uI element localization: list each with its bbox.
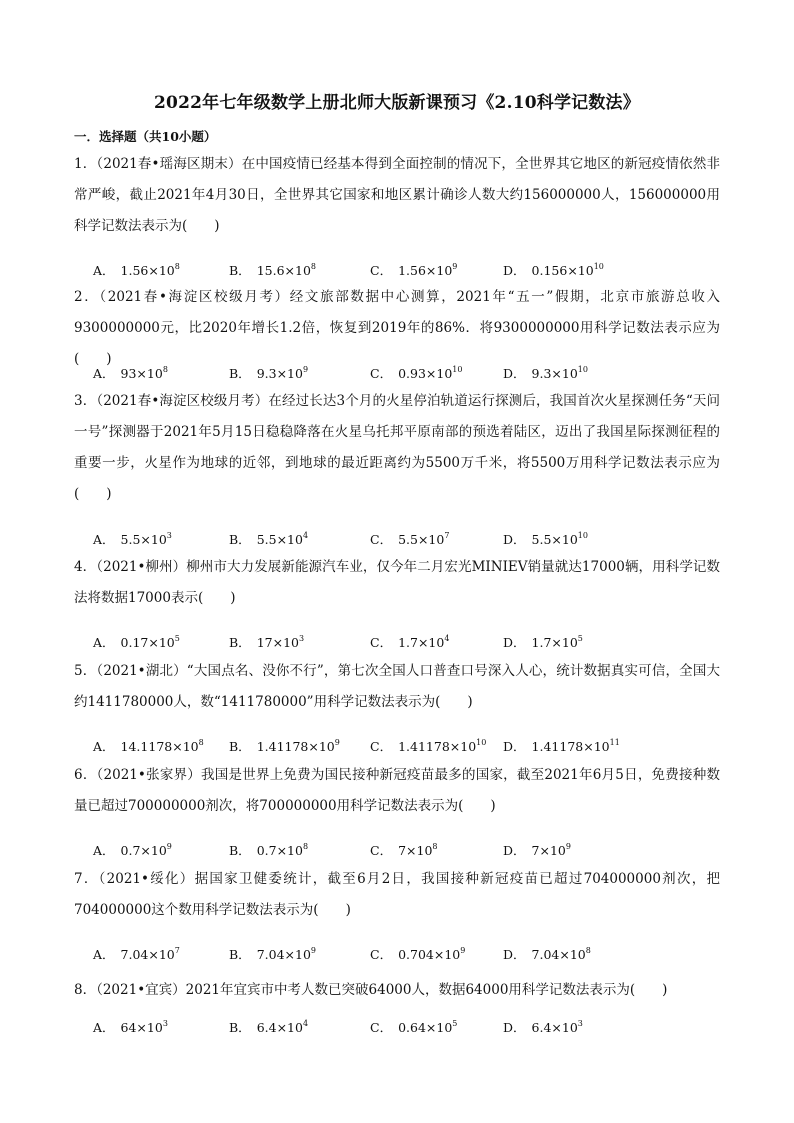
option-b: B． $17\times 10^3$ (229, 634, 305, 650)
question-2 (74, 282, 720, 375)
question-3-options (93, 530, 733, 550)
option-c: C． $1.41178\times 10^{10}$ (370, 738, 487, 754)
option-a: A． $7.04\times 10^7$ (93, 946, 180, 962)
option-d: D． $7\times 10^9$ (503, 842, 571, 858)
option-c: C． $0.704\times 10^9$ (370, 946, 466, 962)
option-d: D． $5.5\times 10^{10}$ (503, 531, 588, 547)
option-a: A． $5.5\times 10^3$ (93, 531, 172, 547)
question-1-options (93, 261, 733, 281)
option-d: D． $6.4\times 10^3$ (503, 1019, 583, 1035)
option-d: D． $0.156\times 10^{10}$ (503, 262, 604, 278)
option-d: D． $1.7\times 10^5$ (503, 634, 583, 650)
question-4-options (93, 633, 733, 653)
question-1 (74, 149, 720, 242)
option-b: B． $7.04\times 10^9$ (229, 946, 316, 962)
question-text: 6．（2021•张家界）我国是世界上免费为国民接种新冠疫苗最多的国家，截至2021年6月5日，免费接种数量已超过700000000剂次，将700000000用科学记数法表示为( ) (74, 767, 720, 814)
question-8-options (93, 1018, 733, 1038)
option-a: A． $0.17\times 10^5$ (93, 634, 180, 650)
option-c: C． $7\times 10^8$ (370, 842, 438, 858)
question-8 (74, 975, 720, 1006)
question-7 (74, 864, 720, 926)
option-b: B． $5.5\times 10^4$ (229, 531, 309, 547)
option-d: D． $7.04\times 10^8$ (503, 946, 591, 962)
option-a: A． $64\times 10^3$ (93, 1019, 168, 1035)
option-b: B． $9.3\times 10^9$ (229, 365, 309, 381)
question-4 (74, 552, 720, 614)
option-c: C． $0.93\times 10^{10}$ (370, 365, 463, 381)
question-5-options (93, 737, 733, 757)
option-a: A． $0.7\times 10^9$ (93, 842, 172, 858)
question-text: 1．（2021春•瑶海区期末）在中国疫情已经基本得到全面控制的情况下，全世界其它地区的新冠疫情依然非常严峻，截止2021年4月30日，全世界其它国家和地区累计确诊人数大约156000000人，156000000用科学记数法表示为( ) (74, 156, 720, 234)
option-d: D． $9.3\times 10^{10}$ (503, 365, 588, 381)
question-text: 3．（2021春•海淀区校级月考）在经过长达3个月的火星停泊轨道运行探测后，我国首次火星探测任务“天问一号”探测器于2021年5月15日稳稳降落在火星乌托邦平原南部的预选着陆区，迈出了我国星际探测征程的重要一步，火星作为地球的近邻，到地球的最近距离约为5500万千米，将5500万用科学记数法表示应为( ) (74, 393, 720, 502)
option-b: B． $15.6\times 10^8$ (229, 262, 316, 278)
section-heading: 一．选择题（共10小题） (74, 129, 217, 144)
question-2-options (93, 364, 733, 384)
question-7-options (93, 945, 733, 965)
option-b: B． $1.41178\times 10^9$ (229, 738, 340, 754)
question-6 (74, 760, 720, 822)
question-3 (74, 386, 720, 510)
option-c: C． $0.64\times 10^5$ (370, 1019, 458, 1035)
question-5 (74, 656, 720, 718)
option-c: C． $1.56\times 10^9$ (370, 262, 458, 278)
question-text: 8．（2021•宜宾）2021年宜宾市中考人数已突破64000人，数据64000用科学记数法表示为( ) (74, 982, 668, 998)
question-text: 2．（2021春•海淀区校级月考）经文旅部数据中心测算，2021年“五一”假期，北京市旅游总收入9300000000元，比2020年增长1.2倍，恢复到2019年的86%．将9300000000用科学记数法表示应为( ) (74, 289, 720, 367)
option-b: B． $6.4\times 10^4$ (229, 1019, 309, 1035)
option-d: D． $1.41178\times 10^{11}$ (503, 738, 620, 754)
option-a: A． $14.1178\times 10^8$ (93, 738, 204, 754)
question-text: 5．（2021•湖北）“大国点名、没你不行”，第七次全国人口普查口号深入人心，统计数据真实可信，全国大约1411780000人，数“1411780000”用科学记数法表示为( ) (74, 663, 720, 710)
option-c: C． $1.7\times 10^4$ (370, 634, 450, 650)
option-b: B． $0.7\times 10^8$ (229, 842, 309, 858)
question-text: 4．（2021•柳州）柳州市大力发展新能源汽车业，仅今年二月宏光MINIEV销量就达17000辆，用科学记数法将数据17000表示( ) (74, 559, 720, 606)
option-a: A． $1.56\times 10^8$ (93, 262, 180, 278)
option-c: C． $5.5\times 10^7$ (370, 531, 450, 547)
document-title: 2022年七年级数学上册北师大版新课预习《2.10科学记数法》 (154, 93, 640, 113)
option-a: A． $93\times 10^8$ (93, 365, 168, 381)
question-text: 7．（2021•绥化）据国家卫健委统计，截至6月2日，我国接种新冠疫苗已超过704000000剂次，把704000000这个数用科学记数法表示为( ) (74, 871, 720, 918)
question-6-options (93, 841, 733, 861)
